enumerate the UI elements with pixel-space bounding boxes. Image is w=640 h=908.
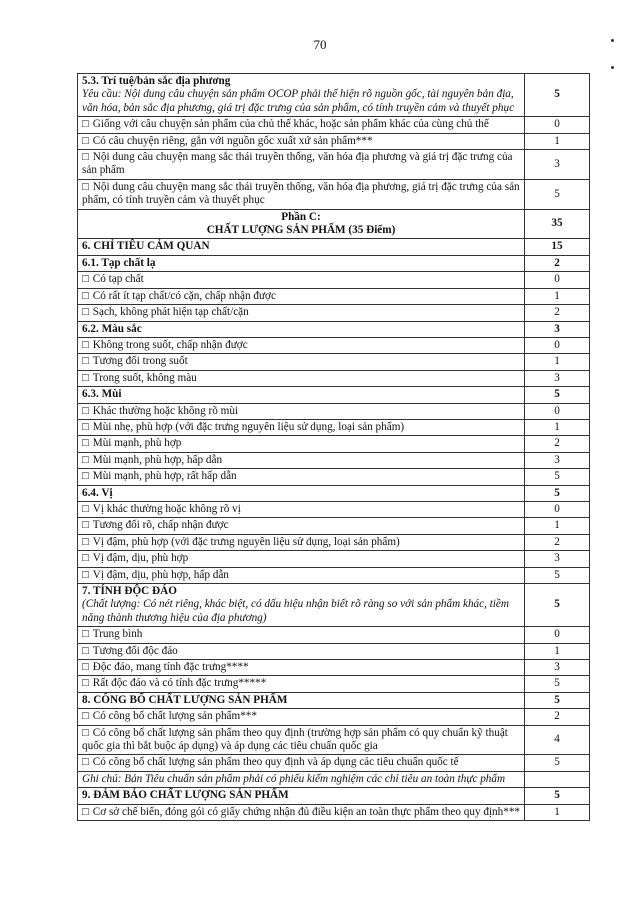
criteria-cell: [78, 337, 525, 353]
points-cell: [525, 403, 590, 419]
part-subtitle: CHẤT LƯỢNG SẢN PHẨM (35 Điểm): [206, 224, 396, 237]
criteria-cell: [78, 239, 525, 255]
criteria-cell: [78, 419, 525, 435]
points-value: 5: [554, 486, 560, 499]
option-label: Cơ sở chế biến, đóng gói có giấy chứng nhận đủ điều kiện an toàn thực phẩm theo quy định***: [92, 805, 521, 818]
points-cell: [525, 419, 590, 435]
criteria-row: [78, 755, 590, 771]
criteria-cell: [78, 370, 525, 386]
points-cell: [525, 321, 590, 337]
criteria-row: [78, 305, 590, 321]
points-value: 5: [554, 756, 560, 769]
option-label: Có rất ít tạp chất/có cặn, chấp nhận được: [92, 289, 276, 302]
points-value: 2: [554, 535, 560, 548]
points-value: 0: [554, 118, 560, 131]
points-value: 1: [554, 519, 560, 532]
points-value: 15: [551, 240, 563, 253]
option-label: Tương đối độc đáo: [92, 644, 178, 657]
criteria-cell: [78, 755, 525, 771]
option-label: Nội dung câu chuyện mang sắc thái truyền thống, văn hóa địa phương, giá trị đặc trưng của sản phẩm, có tính truyền cảm và thuyết phục: [82, 180, 520, 207]
points-cell: [525, 501, 590, 517]
checkbox-icon: □: [82, 338, 89, 351]
section-title: 7. TÍNH ĐỘC ĐÁO: [82, 585, 177, 597]
points-cell: [525, 387, 590, 403]
checkbox-icon: □: [82, 404, 89, 417]
checkbox-icon: □: [82, 519, 89, 532]
criteria-row: [78, 534, 590, 550]
checkbox-icon: □: [82, 726, 89, 739]
points-cell: [525, 354, 590, 370]
points-cell: [525, 725, 590, 755]
section-note: (Chất lượng: Có nét riêng, khác biệt, có dấu hiệu nhận biết rõ ràng so với sản phẩm khác, tiềm năng thành thương hiệu của địa phương): [82, 598, 509, 624]
criteria-row: [78, 643, 590, 659]
points-value: 0: [554, 404, 560, 417]
option-label: Độc đáo, mang tính đặc trưng****: [92, 661, 249, 674]
section-title: 6.2. Màu sắc: [82, 322, 142, 335]
criteria-cell: [78, 771, 525, 787]
points-value: 1: [554, 420, 560, 433]
points-value: 5: [554, 388, 560, 401]
scoring-table-body: [78, 74, 590, 821]
criteria-cell: [78, 117, 525, 133]
criteria-cell: [78, 403, 525, 419]
points-cell: [525, 239, 590, 255]
points-cell: [525, 485, 590, 501]
criteria-row: [78, 584, 590, 627]
points-cell: [525, 133, 590, 149]
criteria-cell: [78, 288, 525, 304]
points-cell: [525, 370, 590, 386]
checkbox-icon: □: [82, 437, 89, 450]
criteria-cell: [78, 676, 525, 692]
points-value: 5: [554, 789, 560, 802]
criteria-row: [78, 501, 590, 517]
part-title: Phần C:: [281, 210, 321, 223]
option-label: Vị khác thường hoặc không rõ vị: [92, 502, 241, 515]
points-value: 5: [554, 187, 560, 200]
criteria-cell: [78, 660, 525, 676]
criteria-cell: [78, 501, 525, 517]
option-label: Vị đậm, dịu, phù hợp, hấp dẫn: [92, 568, 229, 581]
points-value: 2: [554, 437, 560, 450]
option-label: Giống với câu chuyện sản phẩm của chủ thể khác, hoặc sản phẩm khác của cùng chủ thể: [92, 118, 489, 131]
section-title: 6.4. Vị: [82, 486, 113, 499]
criteria-cell: [78, 321, 525, 337]
checkbox-icon: □: [82, 273, 89, 286]
criteria-cell: [78, 305, 525, 321]
points-value: 3: [554, 157, 560, 170]
checkbox-icon: □: [82, 677, 89, 690]
criteria-cell: [78, 643, 525, 659]
criteria-cell: [78, 469, 525, 485]
section-title: 6. CHỈ TIÊU CẢM QUAN: [82, 240, 210, 253]
points-value: 2: [554, 256, 560, 269]
points-value: 1: [554, 644, 560, 657]
criteria-row: [78, 436, 590, 452]
section-title: 6.3. Mùi: [82, 388, 122, 401]
points-cell: [525, 534, 590, 550]
criteria-row: [78, 771, 590, 787]
points-value: 5: [554, 568, 560, 581]
criteria-cell: [78, 387, 525, 403]
page-number: 70: [313, 37, 327, 52]
points-cell: [525, 179, 590, 209]
criteria-cell: [78, 584, 525, 627]
points-cell: [525, 117, 590, 133]
option-label: Không trong suốt, chấp nhận được: [92, 338, 248, 351]
points-cell: [525, 584, 590, 627]
points-value: 1: [554, 355, 560, 368]
points-value: 5: [554, 598, 560, 611]
points-value: 0: [554, 628, 560, 641]
criteria-cell: [78, 209, 525, 239]
criteria-row: [78, 209, 590, 239]
points-value: 5: [554, 470, 560, 483]
criteria-row: [78, 567, 590, 583]
checkbox-icon: □: [82, 118, 89, 131]
option-label: Mùi mạnh, phù hợp: [92, 437, 182, 450]
points-cell: [525, 551, 590, 567]
points-value: 3: [554, 661, 560, 674]
points-value: 4: [554, 733, 560, 746]
criteria-row: [78, 74, 590, 117]
points-cell: [525, 771, 590, 787]
criteria-row: [78, 518, 590, 534]
checkbox-icon: □: [82, 552, 89, 565]
criteria-cell: [78, 627, 525, 643]
checkbox-icon: □: [82, 306, 89, 319]
criteria-cell: [78, 551, 525, 567]
checkbox-icon: □: [82, 710, 89, 723]
option-label: Có công bố chất lượng sản phẩm***: [92, 710, 257, 723]
option-label: Có tạp chất: [92, 273, 144, 286]
criteria-row: [78, 788, 590, 804]
criteria-row: [78, 272, 590, 288]
points-value: 3: [554, 322, 560, 335]
criteria-row: [78, 725, 590, 755]
checkbox-icon: □: [82, 470, 89, 483]
points-value: 5: [554, 677, 560, 690]
points-cell: [525, 337, 590, 353]
criteria-row: [78, 692, 590, 708]
criteria-row: [78, 676, 590, 692]
criteria-cell: [78, 74, 525, 117]
criteria-cell: [78, 255, 525, 271]
checkbox-icon: □: [82, 568, 89, 581]
checkbox-icon: □: [82, 420, 89, 433]
criteria-cell: [78, 709, 525, 725]
criteria-cell: [78, 788, 525, 804]
criteria-cell: [78, 133, 525, 149]
checkbox-icon: □: [82, 535, 89, 548]
points-cell: [525, 436, 590, 452]
points-cell: [525, 209, 590, 239]
points-cell: [525, 643, 590, 659]
note-text: Ghi chú: Bản Tiêu chuẩn sản phẩm phải có phiếu kiểm nghiệm các chỉ tiêu an toàn thực phẩm: [82, 772, 506, 785]
checkbox-icon: □: [82, 355, 89, 368]
points-cell: [525, 804, 590, 820]
option-label: Rất độc đáo và có tính đặc trưng*****: [92, 677, 267, 690]
points-cell: [525, 469, 590, 485]
criteria-row: [78, 354, 590, 370]
criteria-row: [78, 133, 590, 149]
criteria-row: [78, 452, 590, 468]
points-value: 1: [554, 805, 560, 818]
points-value: 5: [554, 693, 560, 706]
option-label: Có công bố chất lượng sản phẩm theo quy định (trường hợp sản phẩm có quy chuẩn kỹ thuật quốc gia thì bắt buộc áp dụng) và áp dụng các tiêu chuẩn quốc gia: [82, 726, 508, 753]
section-note: Yêu cầu: Nội dung câu chuyện sản phẩm OCOP phải thể hiện rõ nguồn gốc, tài nguyên bản địa, văn hóa, bản sắc địa phương, giá trị đặc trưng của sản phẩm, có tính truyền cảm và thuyết phục: [82, 88, 515, 114]
option-label: Tương đối rõ, chấp nhận được: [92, 519, 229, 532]
points-value: 35: [551, 217, 563, 230]
criteria-cell: [78, 567, 525, 583]
criteria-cell: [78, 692, 525, 708]
points-value: 2: [554, 306, 560, 319]
option-label: Có công bố chất lượng sản phẩm theo quy định và áp dụng các tiêu chuẩn quốc tế: [92, 756, 459, 769]
criteria-row: [78, 627, 590, 643]
option-label: Vị đậm, phù hợp (với đặc trưng nguyên liệu sử dụng, loại sản phẩm): [92, 535, 400, 548]
points-value: 3: [554, 453, 560, 466]
criteria-row: [78, 469, 590, 485]
points-cell: [525, 288, 590, 304]
section-title: 8. CÔNG BỐ CHẤT LƯỢNG SẢN PHẨM: [82, 693, 288, 706]
points-value: 0: [554, 273, 560, 286]
checkbox-icon: □: [82, 453, 89, 466]
criteria-cell: [78, 179, 525, 209]
points-cell: [525, 518, 590, 534]
criteria-row: [78, 321, 590, 337]
checkbox-icon: □: [82, 628, 89, 641]
criteria-row: [78, 403, 590, 419]
criteria-row: [78, 709, 590, 725]
option-label: Trong suốt, không màu: [92, 371, 197, 384]
points-cell: [525, 567, 590, 583]
points-cell: [525, 452, 590, 468]
points-value: 0: [554, 502, 560, 515]
criteria-cell: [78, 150, 525, 180]
option-label: Trung bình: [92, 628, 143, 641]
section-title: 5.3. Trí tuệ/bản sắc địa phương: [82, 75, 231, 87]
margin-mark: [611, 39, 614, 42]
points-cell: [525, 709, 590, 725]
checkbox-icon: □: [82, 134, 89, 147]
points-cell: [525, 255, 590, 271]
option-label: Có câu chuyện riêng, gắn với nguồn gốc xuất xứ sản phẩm***: [92, 134, 373, 147]
option-label: Mùi mạnh, phù hợp, hấp dẫn: [92, 453, 223, 466]
criteria-cell: [78, 804, 525, 820]
checkbox-icon: □: [82, 289, 89, 302]
criteria-row: [78, 337, 590, 353]
points-value: 0: [554, 338, 560, 351]
checkbox-icon: □: [82, 502, 89, 515]
points-cell: [525, 272, 590, 288]
points-cell: [525, 676, 590, 692]
points-cell: [525, 150, 590, 180]
scoring-table: [77, 73, 590, 821]
checkbox-icon: □: [82, 371, 89, 384]
criteria-cell: [78, 485, 525, 501]
checkbox-icon: □: [82, 644, 89, 657]
points-cell: [525, 305, 590, 321]
option-label: Tương đối trong suốt: [92, 355, 188, 368]
option-label: Mùi nhẹ, phù hợp (với đặc trưng nguyên liệu sử dụng, loại sản phẩm): [92, 420, 405, 433]
option-label: Mùi mạnh, phù hợp, rất hấp dẫn: [92, 470, 237, 483]
margin-mark: [611, 66, 614, 69]
criteria-cell: [78, 272, 525, 288]
criteria-row: [78, 150, 590, 180]
checkbox-icon: □: [82, 805, 89, 818]
points-cell: [525, 627, 590, 643]
criteria-cell: [78, 725, 525, 755]
checkbox-icon: □: [82, 180, 89, 193]
section-title: 9. ĐẢM BẢO CHẤT LƯỢNG SẢN PHẨM: [82, 789, 289, 802]
points-value: 5: [554, 88, 560, 101]
criteria-cell: [78, 354, 525, 370]
points-value: 1: [554, 134, 560, 147]
points-cell: [525, 755, 590, 771]
criteria-cell: [78, 452, 525, 468]
criteria-row: [78, 370, 590, 386]
criteria-cell: [78, 436, 525, 452]
criteria-row: [78, 239, 590, 255]
criteria-row: [78, 288, 590, 304]
criteria-row: [78, 419, 590, 435]
criteria-row: [78, 551, 590, 567]
points-value: 3: [554, 552, 560, 565]
points-cell: [525, 788, 590, 804]
criteria-row: [78, 117, 590, 133]
criteria-row: [78, 387, 590, 403]
criteria-row: [78, 179, 590, 209]
criteria-cell: [78, 534, 525, 550]
option-label: Vị đậm, dịu, phù hợp: [92, 552, 189, 565]
points-cell: [525, 692, 590, 708]
option-label: Nội dung câu chuyện mang sắc thái truyền thống, văn hóa địa phương và giá trị đặc trưng của sản phẩm: [82, 151, 513, 177]
points-cell: [525, 660, 590, 676]
section-title: 6.1. Tạp chất lạ: [82, 256, 156, 269]
criteria-cell: [78, 518, 525, 534]
option-label: Khác thường hoặc không rõ mùi: [92, 404, 239, 417]
option-label: Sạch, không phát hiện tạp chất/cặn: [92, 306, 249, 319]
checkbox-icon: □: [82, 756, 89, 769]
points-value: 1: [554, 289, 560, 302]
criteria-row: [78, 660, 590, 676]
points-cell: [525, 74, 590, 117]
points-value: 3: [554, 371, 560, 384]
points-value: 2: [554, 710, 560, 723]
criteria-row: [78, 804, 590, 820]
criteria-row: [78, 255, 590, 271]
checkbox-icon: □: [82, 151, 89, 164]
checkbox-icon: □: [82, 661, 89, 674]
criteria-row: [78, 485, 590, 501]
